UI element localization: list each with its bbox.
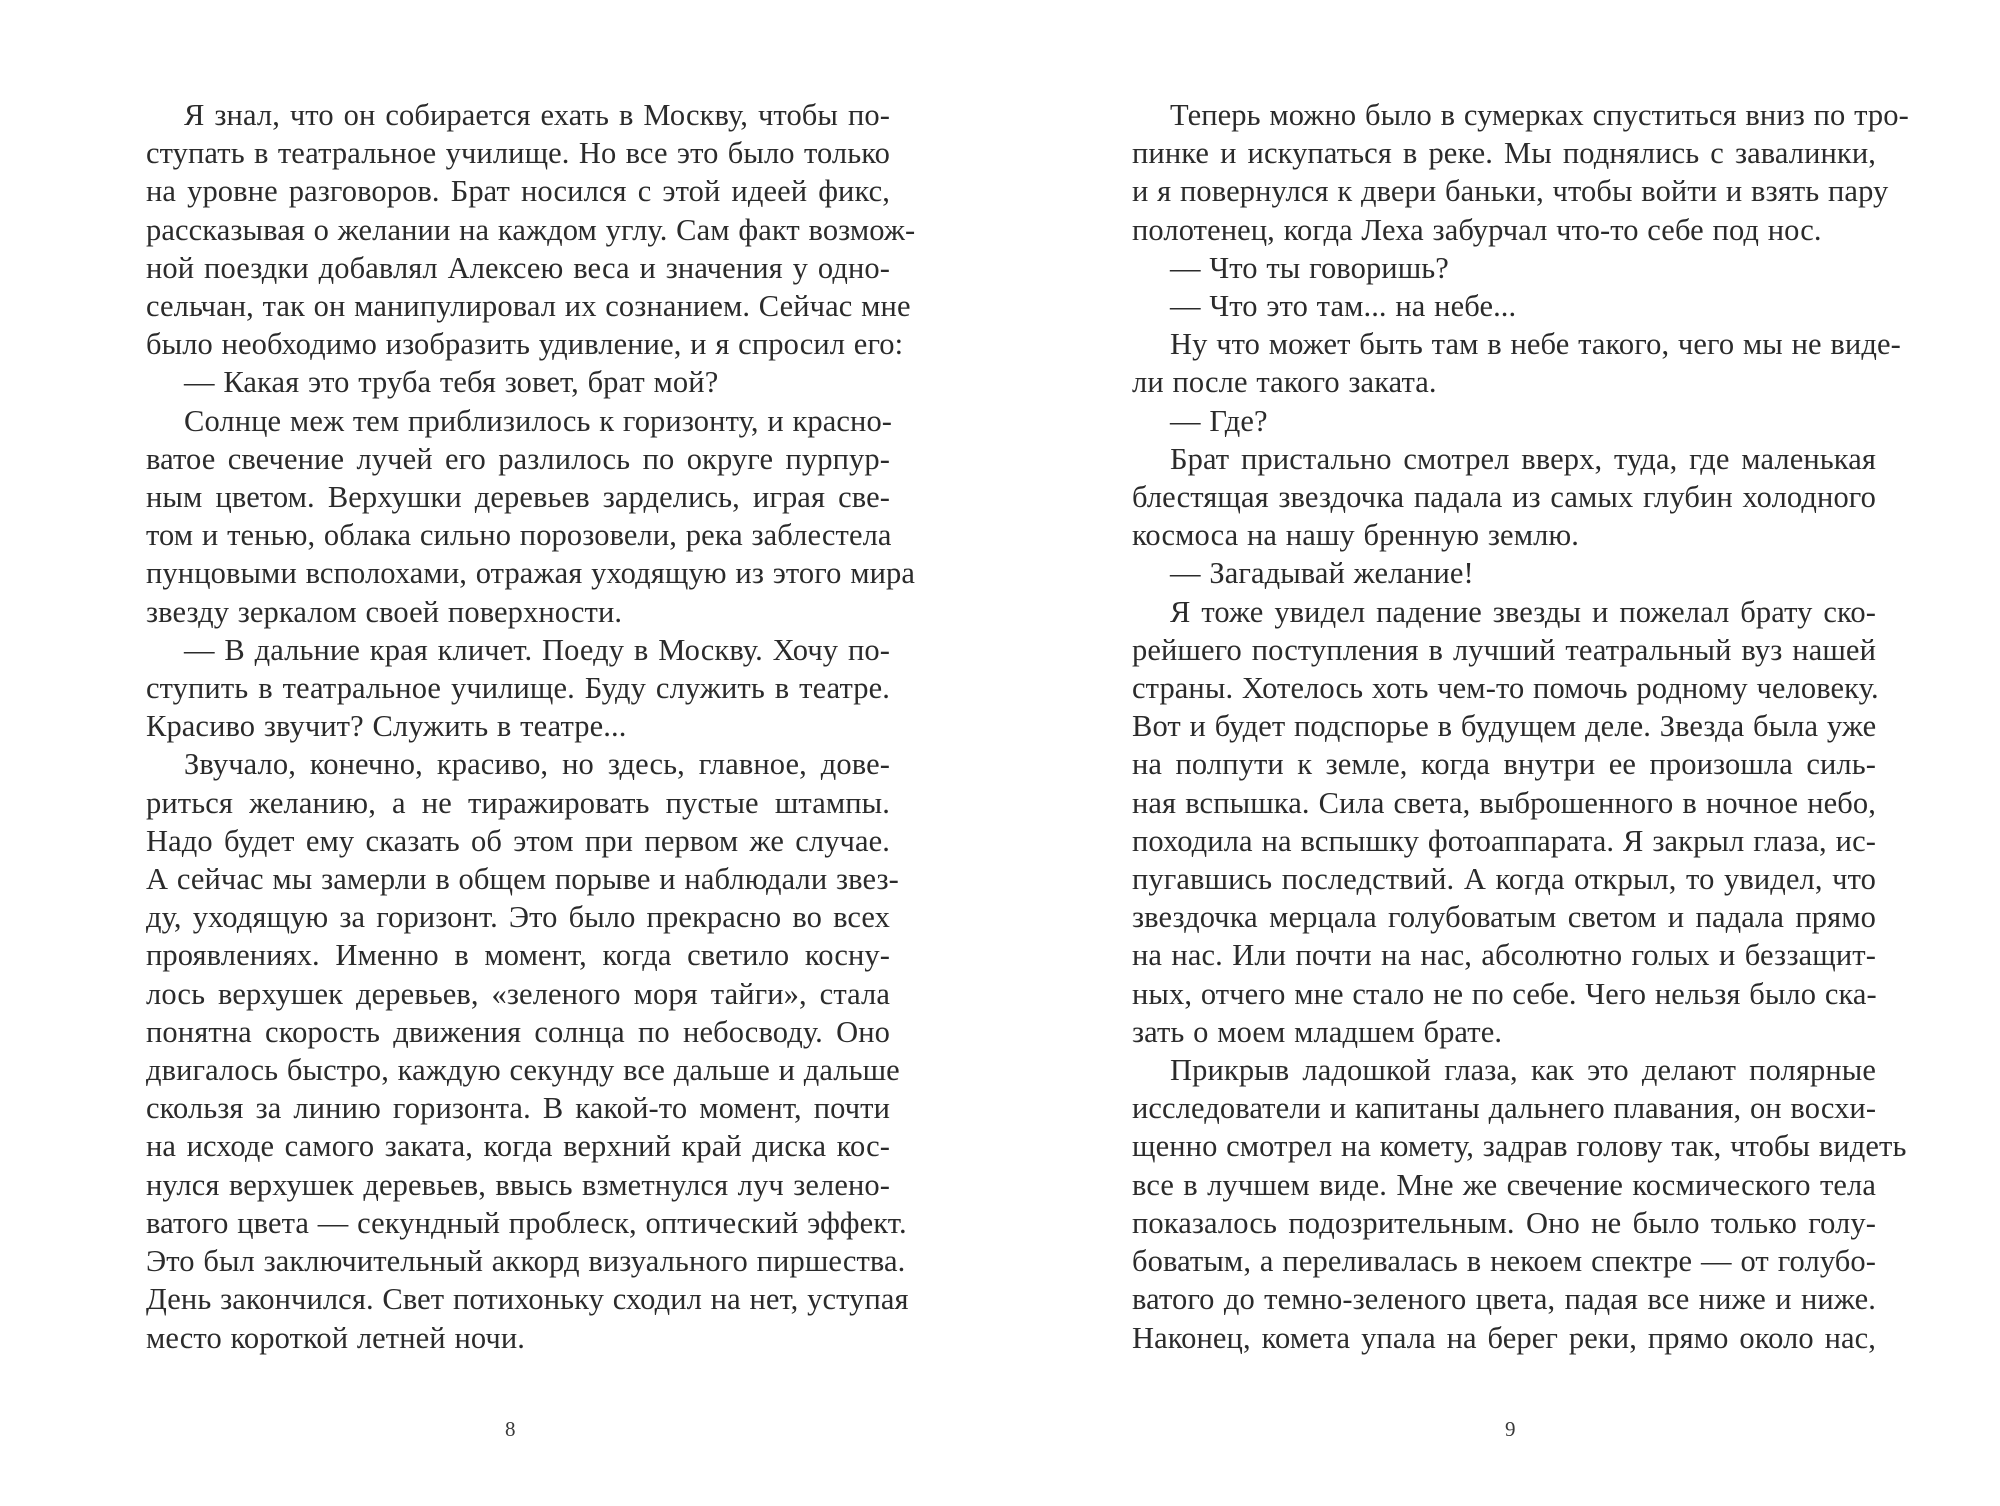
text-line: ватого цвета — секундный проблеск, оптический эффект. (146, 1205, 907, 1240)
text-line: звездочка мерцала голубоватым светом и падала прямо (1132, 900, 1876, 935)
text-line: нулся верхушек деревьев, ввысь взметнулся луч зелено- (146, 1167, 890, 1202)
text-line: пинке и искупаться в реке. Мы поднялись с завалинки, (1132, 136, 1876, 171)
text-line: Ну что может быть там в небе такого, чего мы не виде- (1170, 327, 1901, 362)
text-line: Я тоже увидел падение звезды и пожелал брату ско- (1170, 594, 1876, 629)
text-line: понятна скорость движения солнца по небосводу. Оно (146, 1014, 890, 1049)
text-line: ных, отчего мне стало не по себе. Чего нельзя было ска- (1132, 976, 1877, 1011)
text-line: ватое свечение лучей его разлилось по округе пурпур- (146, 441, 890, 476)
text-line: Надо будет ему сказать об этом при первом же случае. (146, 823, 890, 858)
text-line: было необходимо изобразить удивление, и я спросил его: (146, 327, 904, 362)
page-number-left: 8 (505, 1417, 516, 1441)
text-line: ступить в театральное училище. Буду служить в театре. (146, 671, 890, 706)
text-line: пугавшись последствий. А когда открыл, то увидел, что (1132, 862, 1876, 897)
text-line: блестящая звездочка падала из самых глубин холодного (1132, 480, 1876, 515)
text-line: — Где? (1170, 403, 1268, 438)
page-number-right: 9 (1505, 1417, 1516, 1441)
text-line: походила на вспышку фотоаппарата. Я закрыл глаза, ис- (1132, 823, 1876, 858)
text-line: на полпути к земле, когда внутри ее произошла силь- (1132, 747, 1876, 782)
text-line: ступать в театральное училище. Но все это было только (146, 136, 890, 171)
text-line: Звучало, конечно, красиво, но здесь, главное, дове- (184, 747, 890, 782)
text-line: полотенец, когда Леха забурчал что-то себе под нос. (1132, 212, 1822, 247)
text-line: показалось подозрительным. Оно не было только голу- (1132, 1205, 1876, 1240)
text-line: Наконец, комета упала на берег реки, прямо около нас, (1132, 1320, 1876, 1355)
text-line: День закончился. Свет потихоньку сходил на нет, уступая (146, 1282, 909, 1317)
text-line: ная вспышка. Сила света, выброшенного в ночное небо, (1132, 785, 1876, 820)
text-line: и я повернулся к двери баньки, чтобы войти и взять пару (1132, 174, 1889, 209)
text-line: на уровне разговоров. Брат носился с этой идеей фикс, (146, 174, 890, 209)
left-page (146, 96, 916, 1357)
text-line: — Какая это труба тебя зовет, брат мой? (184, 365, 719, 400)
text-line: рассказывая о желании на каждом углу. Сам факт возмож- (146, 212, 916, 247)
text-line: все в лучшем виде. Мне же свечение космического тела (1132, 1167, 1876, 1202)
text-line: — Что ты говоришь? (1170, 250, 1449, 285)
text-line: исследователи и капитаны дальнего плавания, он восхи- (1132, 1091, 1877, 1126)
text-line: Брат пристально смотрел вверх, туда, где маленькая (1170, 441, 1876, 476)
text-line: ной поездки добавлял Алексею веса и значения у одно- (146, 250, 890, 285)
text-line: риться желанию, а не тиражировать пустые штампы. (146, 785, 890, 820)
text-line: ду, уходящую за горизонт. Это было прекрасно во всех (146, 900, 890, 935)
text-line: проявлениях. Именно в момент, когда светило косну- (146, 938, 890, 973)
text-line: том и тенью, облака сильно порозовели, река заблестела (146, 518, 892, 553)
text-line: боватым, а переливалась в некоем спектре — от голубо- (1132, 1244, 1876, 1279)
text-line: Вот и будет подспорье в будущем деле. Звезда была уже (1132, 709, 1877, 744)
text-line: ным цветом. Верхушки деревьев зарделись, играя све- (146, 480, 890, 515)
text-line: двигалось быстро, каждую секунду все дальше и дальше (146, 1053, 900, 1088)
text-line: сельчан, так он манипулировал их сознанием. Сейчас мне (146, 289, 911, 324)
text-line: Это был заключительный аккорд визуального пиршества. (146, 1244, 906, 1279)
text-line: Прикрыв ладошкой глаза, как это делают полярные (1170, 1053, 1876, 1088)
text-line: Красиво звучит? Служить в театре... (146, 709, 627, 744)
text-line: космоса на нашу бренную землю. (1132, 518, 1580, 553)
text-line: А сейчас мы замерли в общем порыве и наблюдали звез- (146, 862, 899, 897)
text-line: на исходе самого заката, когда верхний край диска кос- (146, 1129, 890, 1164)
text-line: рейшего поступления в лучший театральный вуз нашей (1132, 632, 1876, 667)
text-line: Солнце меж тем приблизилось к горизонту, и красно- (184, 403, 893, 438)
text-line: ватого до темно-зеленого цвета, падая все ниже и ниже. (1132, 1282, 1876, 1317)
text-line: щенно смотрел на комету, задрав голову так, чтобы видеть (1132, 1129, 1907, 1164)
text-line: — Что это там... на небе... (1170, 289, 1517, 324)
text-line: Теперь можно было в сумерках спуститься вниз по тро- (1170, 98, 1909, 132)
text-line: на нас. Или почти на нас, абсолютно голых и беззащит- (1132, 938, 1876, 973)
text-line: Я знал, что он собирается ехать в Москву, чтобы по- (184, 98, 890, 132)
text-line: скользя за линию горизонта. В какой-то момент, почти (146, 1091, 890, 1126)
text-line: — Загадывай желание! (1170, 556, 1474, 591)
text-line: зать о моем младшем брате. (1132, 1014, 1503, 1049)
right-page (1132, 96, 1909, 1357)
text-line: лось верхушек деревьев, «зеленого моря тайги», стала (146, 976, 890, 1011)
text-line: место короткой летней ночи. (146, 1320, 526, 1355)
text-line: — В дальние края кличет. Поеду в Москву. Хочу по- (184, 632, 890, 667)
text-line: пунцовыми всполохами, отражая уходящую из этого мира (146, 556, 916, 591)
text-line: страны. Хотелось хоть чем-то помочь родному человеку. (1132, 671, 1879, 706)
text-line: звезду зеркалом своей поверхности. (146, 594, 623, 629)
text-line: ли после такого заката. (1132, 365, 1437, 400)
